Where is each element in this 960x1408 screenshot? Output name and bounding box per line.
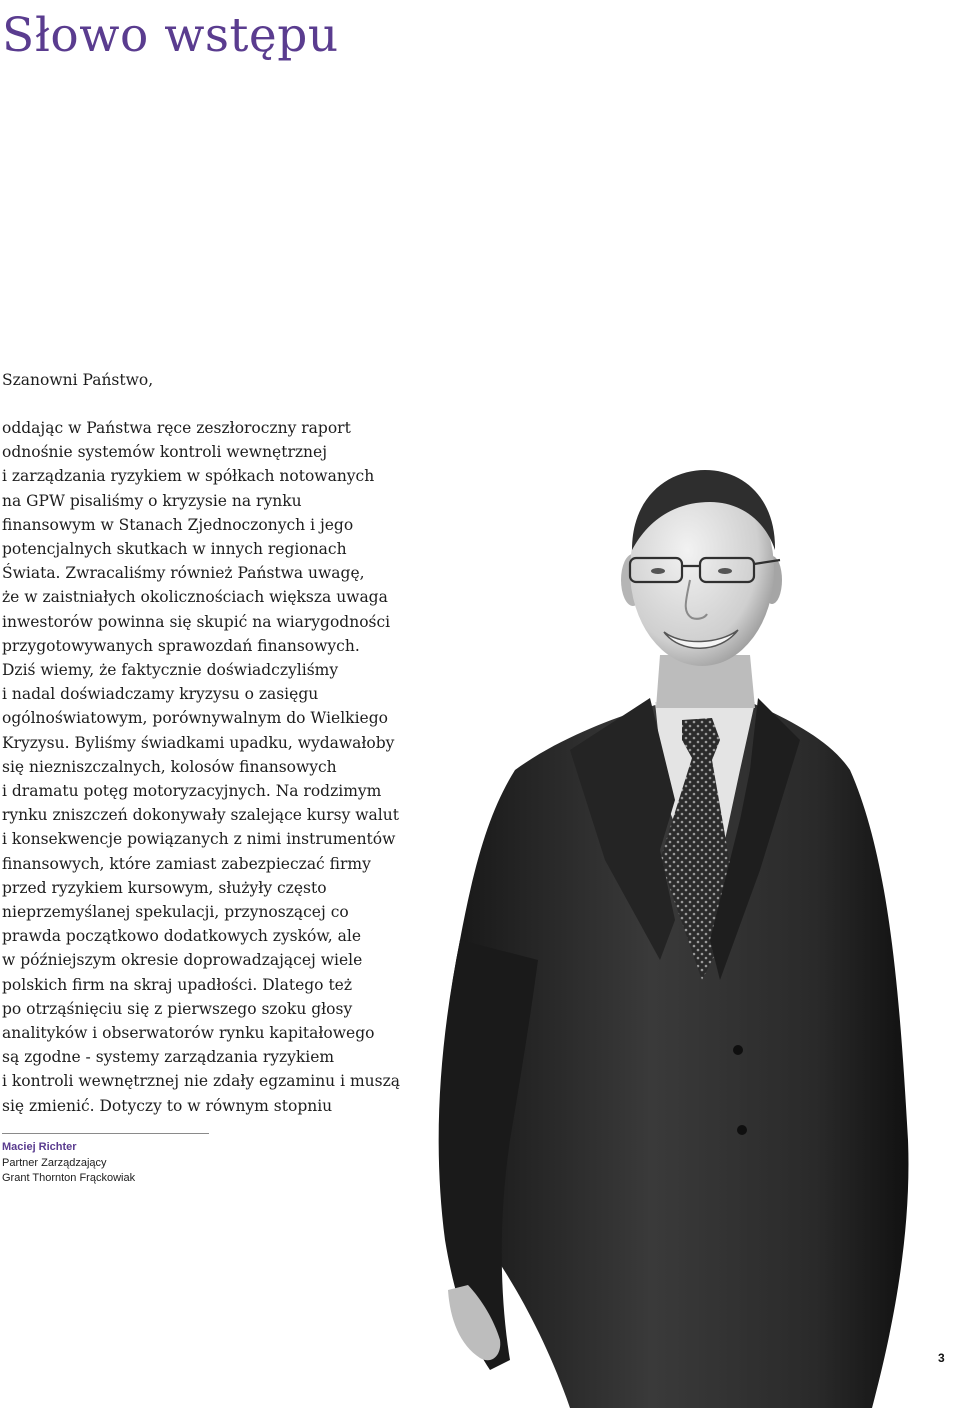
body-line: prawda początkowo dodatkowych zysków, ale	[2, 927, 361, 946]
body-line: że w zaistniałych okolicznościach większa uwaga	[2, 588, 388, 607]
body-line: nieprzemyślanej spekulacji, przynoszącej co	[2, 903, 349, 922]
body-line: i kontroli wewnętrznej nie zdały egzaminu i muszą	[2, 1072, 401, 1091]
portrait-photo	[420, 440, 960, 1408]
signatory-role: Partner Zarządzający	[2, 1156, 107, 1169]
body-line: się zmienić. Dotyczy to w równym stopniu	[2, 1096, 333, 1115]
body-line: Dziś wiemy, że faktycznie doświadczyliśmy	[2, 661, 339, 680]
signature-divider	[2, 1133, 209, 1134]
signature-block	[2, 1140, 135, 1187]
body-line: w późniejszym okresie doprowadzającej wiele	[2, 951, 363, 970]
body-line: finansowych, które zamiast zabezpieczać firmy	[2, 854, 371, 873]
body-line: potencjalnych skutkach w innych regionach	[2, 540, 347, 559]
body-line: rynku zniszczeń dokonywały szalejące kursy walut	[2, 806, 399, 825]
body-line: Kryzysu. Byliśmy świadkami upadku, wydawałoby	[2, 733, 395, 752]
body-line: i zarządzania ryzykiem w spółkach notowanych	[2, 467, 375, 486]
body-line: finansowym w Stanach Zjednoczonych i jego	[2, 515, 354, 534]
signatory-name: Maciej Richter	[2, 1141, 77, 1153]
body-line: po otrząśnięciu się z pierwszego szoku głosy	[2, 999, 353, 1018]
letter-body	[2, 416, 402, 1118]
body-line: polskich firm na skraj upadłości. Dlatego też	[2, 975, 353, 994]
body-line: oddając w Państwa ręce zeszłoroczny raport	[2, 419, 351, 437]
page-title: Słowo wstępu	[2, 8, 339, 63]
body-line: i dramatu potęg motoryzacyjnych. Na rodzimym	[2, 782, 382, 801]
body-line: analityków i obserwatorów rynku kapitałowego	[2, 1024, 375, 1043]
body-line: i konsekwencje powiązanych z nimi instrumentów	[2, 830, 396, 849]
body-line: odnośnie systemów kontroli wewnętrznej	[2, 443, 328, 462]
body-line: przygotowywanych sprawozdań finansowych.	[2, 636, 360, 655]
body-line: i nadal doświadczamy kryzysu o zasięgu	[2, 685, 319, 704]
page-number: 3	[938, 1351, 945, 1365]
body-line: inwestorów powinna się skupić na wiarygodności	[2, 612, 391, 631]
body-line: ogólnoświatowym, porównywalnym do Wielkiego	[2, 709, 388, 728]
body-line: są zgodne - systemy zarządzania ryzykiem	[2, 1048, 335, 1067]
body-line: przed ryzykiem kursowym, służyły często	[2, 878, 327, 897]
body-line: się niezniszczalnych, kolosów finansowych	[2, 757, 337, 776]
body-line: Świata. Zwracaliśmy również Państwa uwagę,	[2, 564, 365, 583]
salutation: Szanowni Państwo,	[2, 371, 154, 389]
body-line: na GPW pisaliśmy o kryzysie na rynku	[2, 491, 302, 510]
signatory-company: Grant Thornton Frąckowiak	[2, 1172, 136, 1184]
